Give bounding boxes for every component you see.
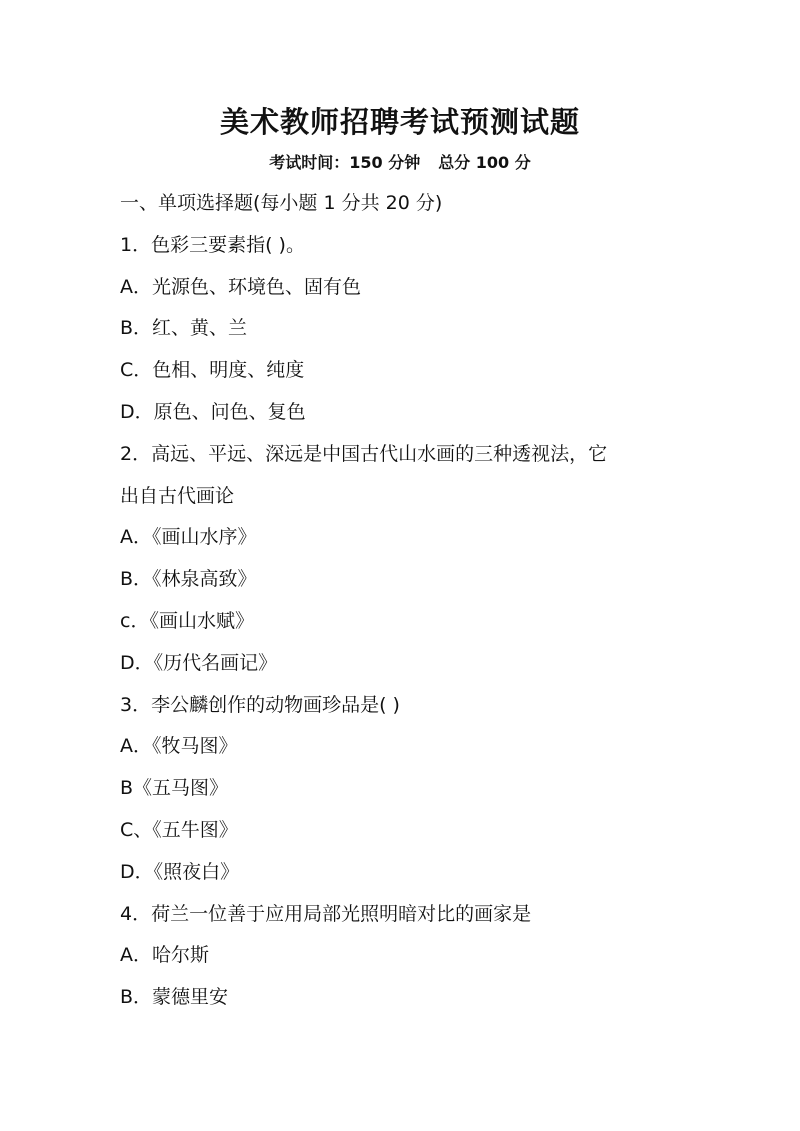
section-heading: 一、单项选择题(每小题 1 分共 20 分) [120,192,443,214]
q1-option-b: B．红、黄、兰 [120,317,248,340]
exam-info [0,150,800,173]
question-list [120,185,680,1021]
total-score: 总分 100 分 [438,153,531,172]
q2-option-b: B．《林泉高致》 [120,568,257,591]
q2-option-a: A．《画山水序》 [120,526,257,549]
q4-option-b: B．蒙德里安 [120,986,229,1009]
q3-option-b: B《五马图》 [120,777,229,800]
q1-option-a: A．光源色、环境色、固有色 [120,275,361,298]
question-1: 1．色彩三要素指( )。 [120,233,305,256]
question-3: 3．李公麟创作的动物画珍品是( ) [120,693,400,716]
question-4: 4．荷兰一位善于应用局部光照明暗对比的画家是 [120,902,532,925]
q4-option-a: A．哈尔斯 [120,944,209,967]
q3-option-d: D．《照夜白》 [120,860,240,883]
q3-option-c: C、《五牛图》 [120,818,238,841]
question-2-continued: 出自古代画论 [120,484,235,507]
q1-option-c: C．色相、明度、纯度 [120,359,305,382]
question-2: 2．高远、平远、深远是中国古代山水画的三种透视法，它 [120,442,608,465]
page-title: 美术教师招聘考试预测试题 [219,105,580,139]
q1-option-d: D．原色、问色、复色 [120,400,306,423]
q2-option-c: c．《画山水赋》 [120,609,254,632]
q3-option-a: A．《牧马图》 [120,735,238,758]
exam-time: 考试时间：150 分钟 [269,153,421,172]
q2-option-d: D．《历代名画记》 [120,651,278,674]
